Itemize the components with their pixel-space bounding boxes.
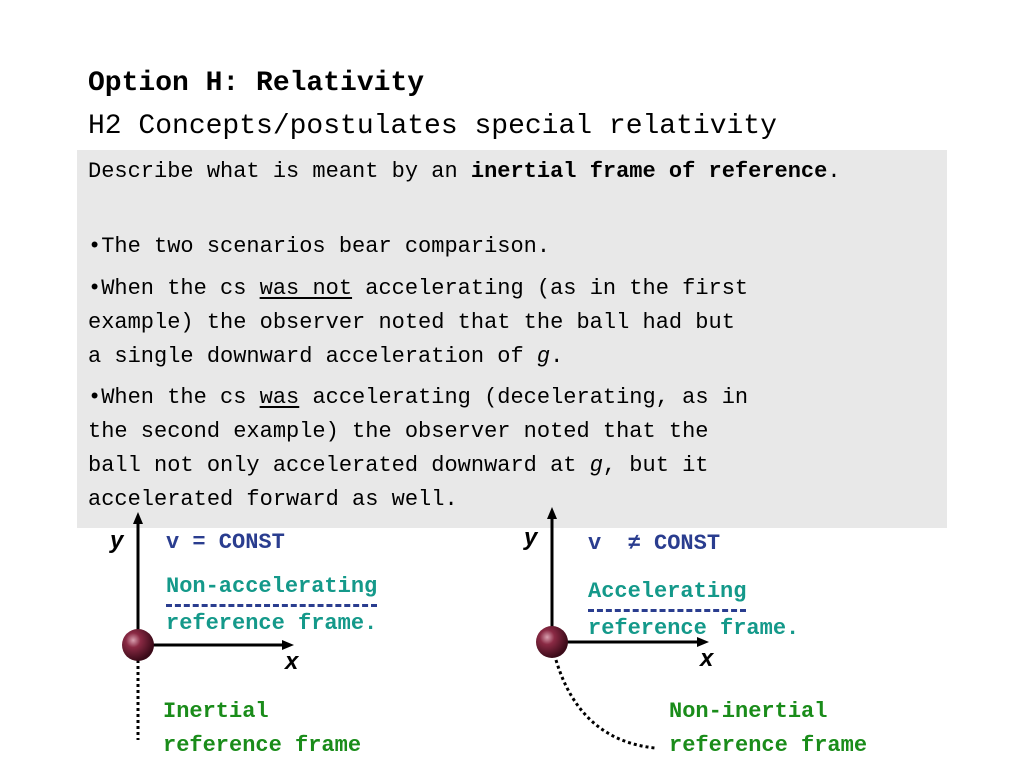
bullet-3-line3: ball not only accelerated downward at [88,453,590,478]
noninertial-label [669,695,867,763]
left-velocity-label: v = CONST [166,530,285,555]
page-subtitle: H2 Concepts/postulates special relativity [88,111,777,142]
bullet-2-end: . [550,344,564,369]
bullet-3-line1-end: accelerating (decelerating, as in [299,385,749,410]
noninertial-label-line2: reference frame [669,733,868,758]
right-frame-title: Accelerating [588,575,746,612]
question-end: . [827,159,841,184]
bullet-3-line4: accelerated forward as well. [88,487,458,512]
question-prefix: Describe what is meant by an [88,159,471,184]
bullet-2-line3: a single downward acceleration of [88,344,537,369]
inertial-label-line2: reference frame [163,733,362,758]
inertial-label [163,695,361,763]
right-y-arrow [547,507,557,519]
left-y-label: y [110,527,124,554]
question-term: inertial frame of reference [470,159,828,184]
right-y-label: y [524,524,538,551]
bullet-3-start: •When the cs [88,385,260,410]
bullet-2-underlined: was not [259,276,353,301]
bullet-2-line1-end: accelerating (as in the first [352,276,749,301]
left-y-arrow [133,512,143,524]
inertial-label-line1: Inertial [163,699,269,724]
right-x-label: x [700,645,714,672]
bullet-2-line2: example) the observer noted that the ball had but [88,310,735,335]
left-x-label: x [285,648,299,675]
bullet-2-start: •When the cs [88,276,260,301]
page-title: Option H: Relativity [88,68,425,99]
bullet-3-g: g [589,453,603,478]
left-frame-subtitle: reference frame. [166,611,378,636]
right-frame-subtitle: reference frame. [588,616,800,641]
left-frame-title: Non-accelerating [166,570,377,607]
right-path-dotted [556,660,655,748]
right-ball [536,626,568,658]
noninertial-label-line1: Non-inertial [669,699,828,724]
right-velocity-label: v ≠ CONST [588,531,721,556]
left-ball [122,629,154,661]
bullet-3-underlined: was [259,385,300,410]
bullet-1-text: •The two scenarios bear comparison. [88,234,551,259]
right-frame-label [588,575,799,646]
bullet-2-g: g [536,344,551,369]
left-frame-label [166,570,377,641]
bullet-3-line3-end: , but it [602,453,709,478]
bullet-3-line2: the second example) the observer noted that the [88,419,709,444]
